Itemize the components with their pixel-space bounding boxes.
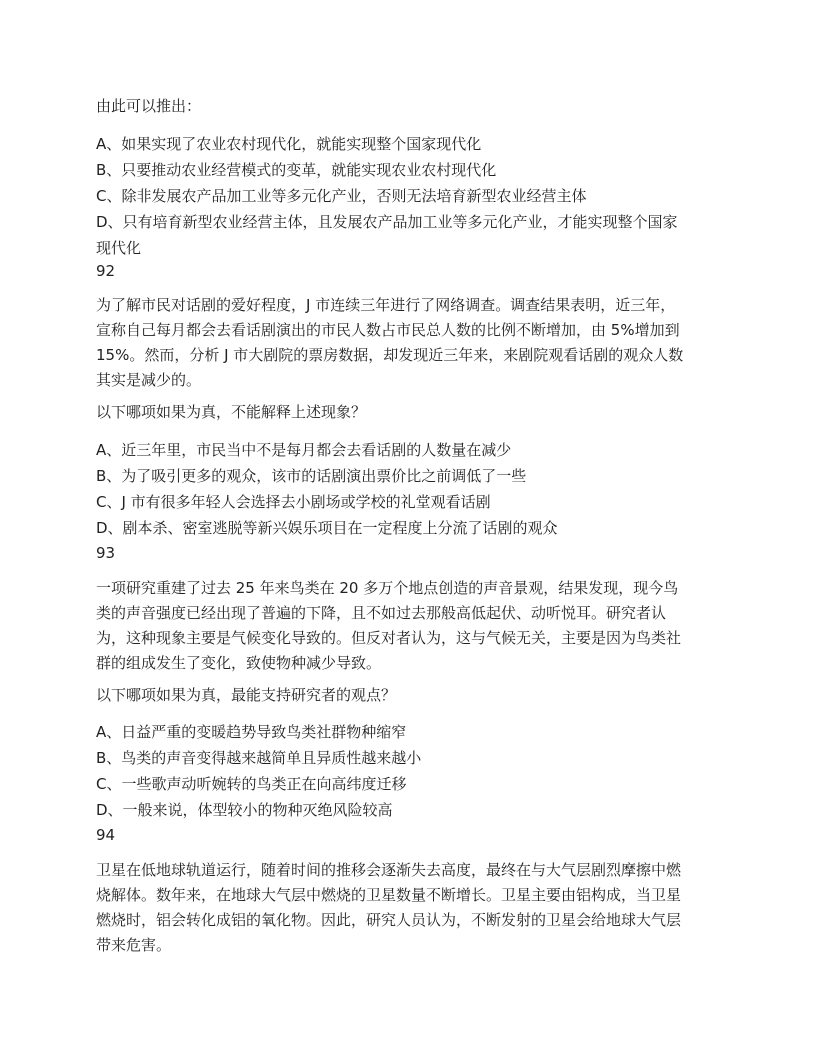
q93-option-d: D、一般来说，体型较小的物种灭绝风险较高	[96, 801, 393, 819]
q91-options	[96, 131, 722, 261]
q92-stem	[96, 293, 722, 393]
q92-option-c: C、J 市有很多年轻人会选择去小剧场或学校的礼堂观看话剧	[96, 493, 491, 511]
q94-stem	[96, 858, 722, 958]
q93-stem-line: 群的组成发生了变化，致使物种减少导致。	[96, 654, 382, 672]
q92-stem-line: 其实是减少的。	[96, 371, 202, 389]
q94-stem-line: 卫星在低地球轨道运行，随着时间的推移会逐渐失去高度，最终在与大气层剧烈摩擦中燃	[96, 861, 682, 879]
q93-question-text: 以下哪项如果为真，最能支持研究者的观点？	[96, 686, 397, 704]
question-number: 93	[96, 544, 116, 562]
q91-lead	[96, 94, 722, 119]
q92-question	[96, 400, 722, 425]
q91-option-a: A、如果实现了农业农村现代化，就能实现整个国家现代化	[96, 135, 482, 153]
q93-stem	[96, 576, 722, 676]
q93-stem-line: 类的声音强度已经出现了普遍的下降，且不如过去那般高低起伏、动听悦耳。研究者认	[96, 604, 667, 622]
q92-question-text: 以下哪项如果为真，不能解释上述现象？	[96, 403, 367, 421]
q93-option-b: B、鸟类的声音变得越来越简单且异质性越来越小	[96, 749, 422, 767]
q92-option-d: D、剧本杀、密室逃脱等新兴娱乐项目在一定程度上分流了话剧的观众	[96, 519, 558, 537]
q94-number	[96, 823, 722, 848]
q93-option-c: C、一些歌声动听婉转的鸟类正在向高纬度迁移	[96, 775, 407, 793]
q92-stem-line: 为了解市民对话剧的爱好程度，J 市连续三年进行了网络调查。调查结果表明，近三年，	[96, 296, 676, 314]
q94-stem-line: 燃烧时，铝会转化成铝的氧化物。因此，研究人员认为，不断发射的卫星会给地球大气层	[96, 911, 682, 929]
q92-stem-line: 15%。然而，分析 J 市大剧院的票房数据，却发现近三年来，来剧院观看话剧的观众人数	[96, 346, 684, 364]
q93-question	[96, 683, 722, 708]
q94-stem-line: 烧解体。数年来，在地球大气层中燃烧的卫星数量不断增长。卫星主要由铝构成，当卫星	[96, 886, 682, 904]
q93-option-a: A、日益严重的变暖趋势导致鸟类社群物种缩窄	[96, 723, 407, 741]
q93-stem-line: 一项研究重建了过去 25 年来鸟类在 20 多万个地点创造的声音景观，结果发现，现今鸟	[96, 579, 679, 597]
q93-stem-line: 为，这种现象主要是气候变化导致的。但反对者认为，这与气候无关，主要是因为鸟类社	[96, 629, 682, 647]
q92-options	[96, 437, 722, 541]
q93-options	[96, 719, 722, 823]
q91-option-c: C、除非发展农产品加工业等多元化产业，否则无法培育新型农业经营主体	[96, 187, 587, 205]
q94-stem-line: 带来危害。	[96, 936, 172, 954]
q92-number	[96, 259, 722, 284]
question-number: 92	[96, 262, 116, 280]
q93-number	[96, 541, 722, 566]
q91-lead-text: 由此可以推出：	[96, 97, 202, 115]
q92-option-a: A、近三年里，市民当中不是每月都会去看话剧的人数量在减少	[96, 441, 512, 459]
q91-option-b: B、只要推动农业经营模式的变革，就能实现农业农村现代化	[96, 161, 497, 179]
question-number: 94	[96, 826, 116, 844]
q92-stem-line: 宣称自己每月都会去看话剧演出的市民人数占市民总人数的比例不断增加，由 5%增加到	[96, 321, 680, 339]
q91-option-d: D、只有培育新型农业经营主体，且发展农产品加工业等多元化产业，才能实现整个国家	[96, 213, 678, 231]
q91-option-d-wrap: 现代化	[96, 239, 142, 257]
q92-option-b: B、为了吸引更多的观众，该市的话剧演出票价比之前调低了一些	[96, 467, 527, 485]
